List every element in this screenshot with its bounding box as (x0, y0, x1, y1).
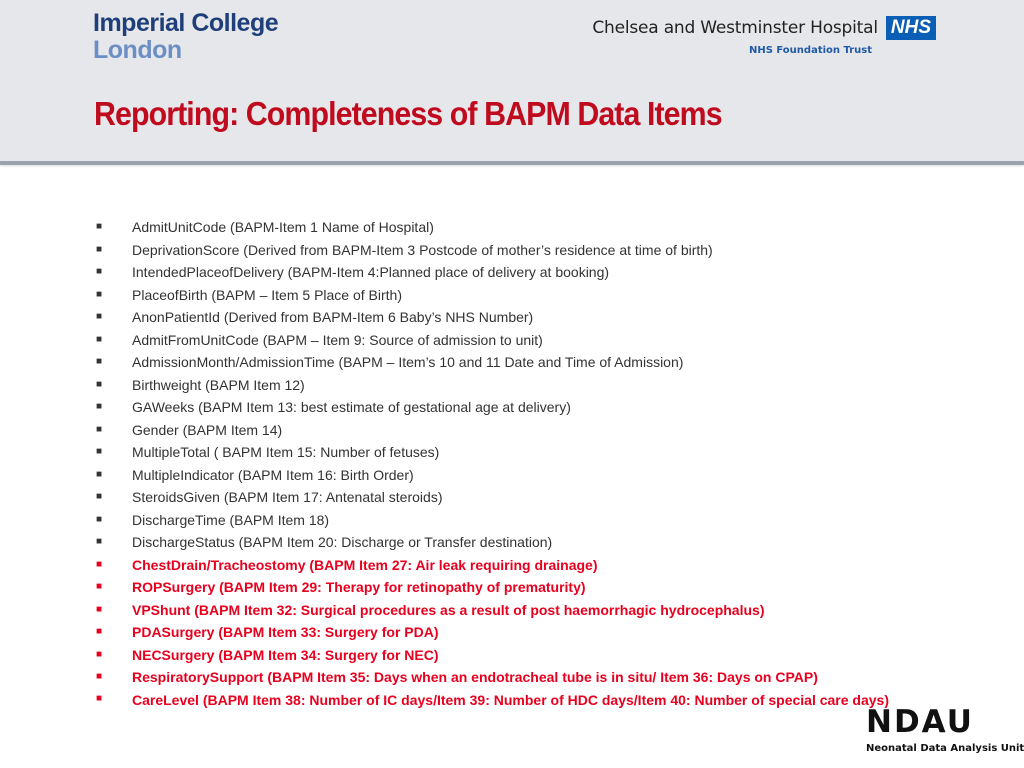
list-item-text: NECSurgery (BAPM Item 34: Surgery for NEC) (132, 646, 439, 663)
bullet-icon: ■ (96, 648, 103, 660)
bullet-icon: ■ (96, 513, 103, 525)
bullet-icon: ■ (96, 311, 103, 322)
bullet-icon: ■ (96, 378, 103, 390)
bullet-icon: ■ (96, 692, 103, 704)
list-item-text: CareLevel (BAPM Item 38: Number of IC days/Item 39: Number of HDC days/Item 40: Number of special care days) (132, 691, 890, 708)
list-item (96, 374, 946, 397)
imperial-logo-line1: Imperial College (93, 9, 279, 37)
list-item-text: AdmitUnitCode (BAPM-Item 1 Name of Hospital) (132, 219, 434, 235)
bullet-icon: ■ (96, 671, 103, 682)
bullet-icon: ■ (96, 468, 103, 480)
list-item (96, 329, 946, 352)
bullet-icon: ■ (96, 558, 103, 570)
list-item (96, 666, 946, 689)
list-item (96, 261, 946, 284)
list-item (96, 284, 946, 307)
bapm-item-list (96, 216, 946, 710)
imperial-college-logo (93, 10, 278, 64)
list-item-text: ChestDrain/Tracheostomy (BAPM Item 27: Air leak requiring drainage) (132, 556, 598, 573)
bullet-icon: ■ (96, 603, 103, 615)
list-item-text: VPShunt (BAPM Item 32: Surgical procedures as a result of post haemorrhagic hydrocephalus) (132, 601, 765, 618)
bullet-icon: ■ (96, 626, 103, 637)
list-item-text: Birthweight (BAPM Item 12) (132, 376, 305, 393)
ndau-logo (866, 704, 1024, 754)
bullet-icon: ■ (96, 266, 103, 277)
list-item (96, 599, 946, 622)
list-item-text: ROPSurgery (BAPM Item 29: Therapy for retinopathy of prematurity) (132, 579, 586, 595)
bullet-icon: ■ (96, 243, 103, 255)
bullet-icon: ■ (96, 401, 103, 412)
list-item-text: DischargeTime (BAPM Item 18) (132, 511, 330, 528)
list-item (96, 306, 946, 329)
list-item-text: MultipleTotal ( BAPM Item 15: Number of fetuses) (132, 444, 440, 460)
bullet-icon: ■ (96, 356, 103, 367)
list-item (96, 419, 946, 442)
list-item-text: Gender (BAPM Item 14) (132, 421, 283, 438)
list-item (96, 396, 946, 419)
list-item-text: PDASurgery (BAPM Item 33: Surgery for PDA) (132, 624, 439, 640)
bullet-icon: ■ (96, 333, 103, 345)
ndau-logo-text: NDAU (866, 704, 974, 740)
list-item (96, 689, 946, 710)
bullet-icon: ■ (96, 221, 103, 232)
list-item (96, 464, 946, 487)
chelsea-westminster-logo (592, 16, 936, 56)
hospital-name: Chelsea and Westminster Hospital (592, 18, 878, 38)
list-item (96, 486, 946, 509)
list-item (96, 509, 946, 532)
list-item-text: GAWeeks (BAPM Item 13: best estimate of gestational age at delivery) (132, 399, 571, 415)
list-item-text: DischargeStatus (BAPM Item 20: Discharge or Transfer destination) (132, 534, 553, 550)
ndau-logo-subtitle: Neonatal Data Analysis Unit (866, 743, 1024, 754)
list-item (96, 621, 946, 644)
list-item (96, 531, 946, 554)
list-item-text: SteroidsGiven (BAPM Item 17: Antenatal steroids) (132, 489, 443, 505)
list-item-text: IntendedPlaceofDelivery (BAPM-Item 4:Planned place of delivery at booking) (132, 264, 610, 280)
bullet-icon: ■ (96, 423, 103, 435)
list-item (96, 576, 946, 599)
list-item-text: AdmitFromUnitCode (BAPM – Item 9: Source of admission to unit) (132, 331, 543, 348)
bullet-icon: ■ (96, 446, 103, 457)
trust-name: NHS Foundation Trust (748, 45, 872, 56)
slide-title: Reporting: Completeness of BAPM Data Items (94, 95, 722, 132)
list-item (96, 239, 946, 262)
list-item (96, 644, 946, 667)
bullet-icon: ■ (96, 491, 103, 502)
list-item-text: AdmissionMonth/AdmissionTime (BAPM – Item’s 10 and 11 Date and Time of Admission) (132, 354, 684, 370)
list-item-text: PlaceofBirth (BAPM – Item 5 Place of Birth) (132, 286, 402, 303)
list-item-text: DeprivationScore (Derived from BAPM-Item 3 Postcode of mother’s residence at time of birth) (132, 241, 713, 258)
bullet-icon: ■ (96, 536, 103, 547)
bullet-icon: ■ (96, 581, 103, 592)
list-item-text: MultipleIndicator (BAPM Item 16: Birth Order) (132, 466, 414, 483)
list-item-text: AnonPatientId (Derived from BAPM-Item 6 Baby’s NHS Number) (132, 309, 534, 325)
nhs-badge: NHS (886, 16, 936, 40)
list-item (96, 441, 946, 464)
slide-header (0, 0, 1024, 165)
list-item (96, 216, 946, 239)
list-item (96, 554, 946, 577)
bullet-icon: ■ (96, 288, 103, 300)
list-item-text: RespiratorySupport (BAPM Item 35: Days when an endotracheal tube is in situ/ Item 36: Days on CPAP) (132, 669, 818, 685)
list-item (96, 351, 946, 374)
imperial-logo-line2: London (93, 36, 182, 64)
